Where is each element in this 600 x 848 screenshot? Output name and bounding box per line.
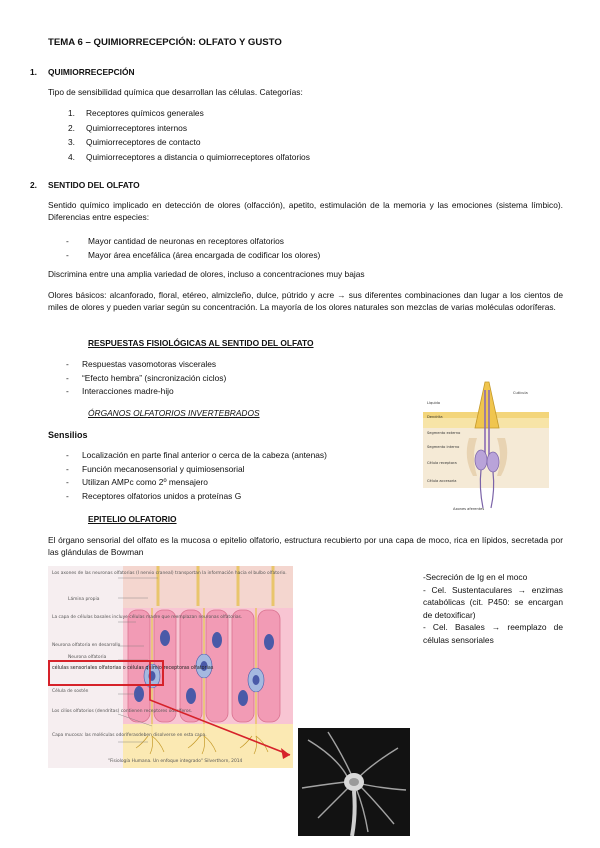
label-axones: Axones aferentes: [453, 507, 485, 511]
label-segmento-externo: Segmento externo: [427, 431, 461, 435]
note-ig: -Secreción de Ig en el moco: [423, 572, 528, 582]
subheading-invertebrate-organs: ÓRGANOS OLFATORIOS INVERTEBRADOS: [88, 408, 260, 418]
category-list: [68, 108, 310, 163]
sensilios-label: Sensilios: [48, 430, 88, 440]
epithelium-paragraph: El órgano sensorial del olfato es la mucosa o epitelio olfatorio, estructura recubierto por una capa de moco, rica en lípidos, secretada por las glándulas de Bowman: [48, 535, 563, 557]
label-segmento-interno: Segmento interno: [427, 445, 460, 449]
list-item: - “Efecto hembra” (sincronización ciclos): [66, 372, 227, 383]
sensilla-drawing: [423, 378, 549, 514]
label-mucus: Capa mucosa: las moléculas odoríferasdeben disolverse en esta capa.: [52, 733, 207, 738]
list-item: 4. Quimiorreceptores a distancia o quimiorreceptores olfatorios: [68, 151, 310, 162]
figure-credit: "Fisiología Humana. Un enfoque integrado" Silverthorn, 2014: [108, 759, 243, 764]
list-item: - Utilizan AMPc como 2º mensajero: [66, 477, 208, 487]
section-1-number: 1.: [30, 67, 37, 77]
list-item: 2. Quimiorreceptores internos: [68, 122, 188, 133]
label-cilia: Los cilios olfatorios (dendritas) contienen receptores odoríferos.: [52, 709, 193, 714]
responses-list: [66, 359, 226, 398]
list-item: 3. Quimiorreceptores de contacto: [68, 137, 201, 147]
list-item: - Mayor área encefálica (área encargada de codificar los olores): [66, 249, 321, 260]
section-1-intro: Tipo de sensibilidad química que desarrollan las células. Categorías:: [48, 87, 303, 97]
note-sustentacular: - Cel. Sustentaculares → enzimas catabólicas (cit. P450: se encargan de detoxificar): [423, 584, 563, 620]
list-item: - Función mecanosensorial y quimiosensorial: [66, 463, 245, 474]
basic-odors-paragraph: Olores básicos: alcanforado, floral, etéreo, almizcleño, dulce, pútrido y acre → sus diferentes combinaciones dan lugar a los cientos de miles de olores y pueden variar según su concentración. La mayoría de los olores naturales son mezclas de varias moléculas odoríferas.: [48, 290, 563, 312]
label-lamina-propia: Lámina propia: [68, 597, 100, 602]
label-liquido: Líquido: [427, 401, 441, 405]
section-2-number: 2.: [30, 180, 37, 190]
electron-micrograph: [298, 728, 410, 836]
list-item: - Localización en parte final anterior o cerca de la cabeza (antenas): [66, 450, 327, 460]
subheading-physiological-responses: RESPUESTAS FISIOLÓGICAS AL SENTIDO DEL OLFATO: [88, 338, 314, 348]
list-item: 1. Receptores químicos generales: [68, 108, 204, 118]
label-developing-neuron: Neurona olfatoria en desarrollo: [52, 643, 121, 648]
label-olfactory-neuron: Neurona olfatoria: [68, 655, 107, 660]
olfato-definition: Sentido químico implicado en detección de olores (olfacción), apetito, estimulación de la memoria y las emociones (sistema límbico). Diferencias entre especies:: [48, 200, 563, 222]
species-differences-list: [66, 236, 320, 261]
list-item: - Mayor cantidad de neuronas en receptores olfatorios: [66, 236, 284, 246]
list-item: - Receptores olfatorios unidos a proteínas G: [66, 490, 242, 501]
sensilios-list: [66, 450, 327, 502]
discrimination-text: Discrimina entre una amplia variedad de olores, incluso a concentraciones muy bajas: [48, 269, 365, 279]
note-basal: - Cel. Basales → reemplazo de células sensoriales: [423, 622, 563, 645]
list-item: - Respuestas vasomotoras viscerales: [66, 359, 217, 369]
label-dendrita: Dendrita: [427, 415, 443, 419]
label-basal-cells: La capa de células basales incluye células madre que reemplazan neuronas olfatorias.: [52, 615, 243, 620]
label-axons: Los axones de las neuronas olfatorias (I nervio craneal) transportan la información hacia el bulbo olfatorio.: [52, 571, 287, 576]
section-2-heading: SENTIDO DEL OLFATO: [48, 180, 140, 190]
list-item: - Interacciones madre-hijo: [66, 386, 174, 396]
side-notes: [423, 571, 563, 646]
label-sensory-cells: células sensoriales olfatorias o células quimiorreceptoras olfatorias: [52, 666, 214, 671]
label-celula-receptora: Célula receptora: [427, 461, 457, 465]
micrograph-drawing: [298, 728, 410, 836]
subheading-olfactory-epithelium: EPITELIO OLFATORIO: [88, 514, 177, 524]
sensilla-diagram: [423, 378, 549, 514]
section-1-heading: QUIMIORRECEPCIÓN: [48, 67, 135, 77]
label-support-cell: Célula de sostén: [52, 689, 89, 694]
label-cuticula: Cutícula: [513, 391, 528, 395]
label-celula-accesoria: Célula accesoria: [427, 479, 457, 483]
page-title: TEMA 6 – QUIMIORRECEPCIÓN: OLFATO Y GUSTO: [48, 37, 282, 48]
